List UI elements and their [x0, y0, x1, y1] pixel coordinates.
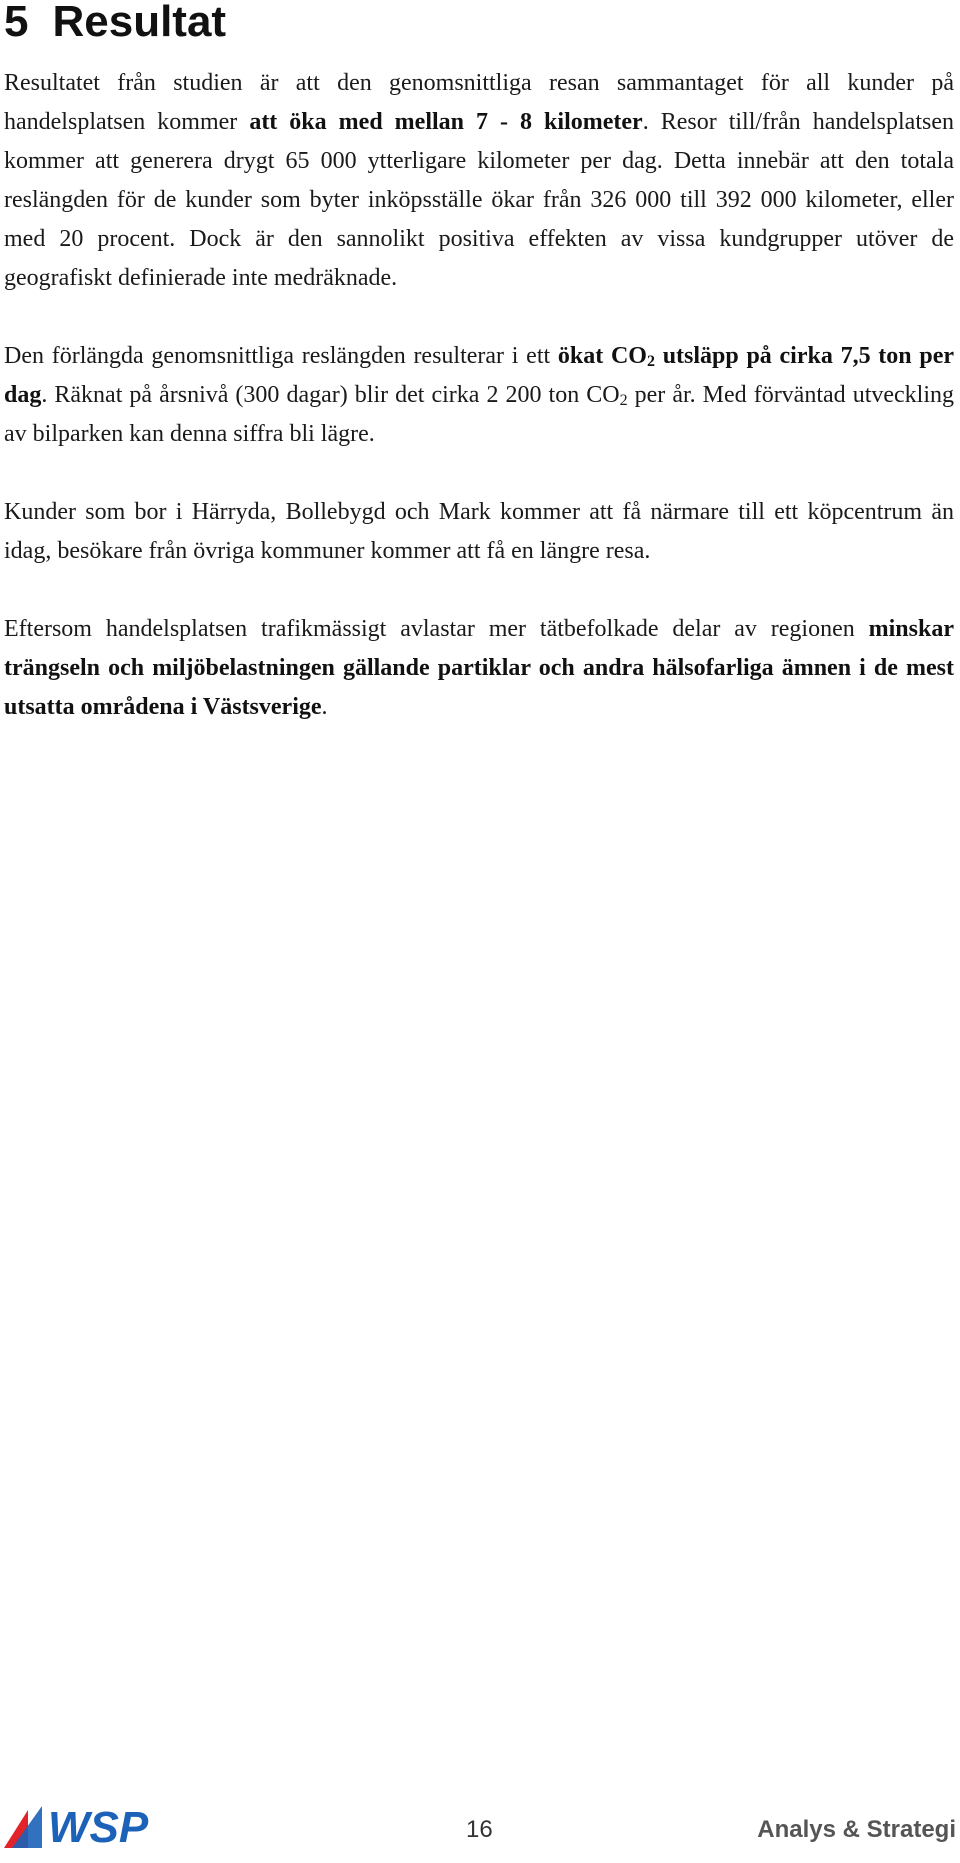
p2-bold-co: ökat CO: [557, 343, 647, 369]
body-text: [4, 64, 954, 766]
logo-text: WSP: [48, 1803, 149, 1850]
paragraph-2: [4, 337, 954, 454]
section-number: 5: [4, 0, 29, 46]
paragraph-3: [4, 493, 954, 571]
section-title: Resultat: [52, 0, 227, 46]
p4-text-c: .: [321, 694, 328, 720]
p4-text-a: Eftersom handelsplatsen trafikmässigt avlastar mer tätbefolkade delar av regionen: [4, 616, 869, 642]
wsp-logo: [2, 1800, 192, 1850]
p1-bold: att öka med mellan 7 - 8 kilometer: [249, 109, 643, 135]
footer-title: Analys & Strategi: [757, 1816, 956, 1843]
p2-subscript-2b: 2: [619, 392, 628, 409]
p2-bold-emission: utsläpp på cirka 7,5 ton per dag: [4, 343, 955, 408]
wsp-logo-graphic: [2, 1800, 192, 1850]
p1-text-a: Resultatet från studien är att den genomsnittliga resan sammantaget för all kunder på handelsplatsen kommer: [4, 70, 954, 135]
section-heading: [4, 0, 226, 50]
p1-text-c: . Resor till/från handelsplatsen kommer att generera drygt 65 000 ytterligare kilometer per dag. Detta innebär att den totala reslängden för de kunder som byter inköpsställe ökar från 326 000 till 392 000 kilometer, eller med 20 procent. Dock är den sannolikt positiva effekten av vissa kundgrupper utöver de geografiskt definierade inte medräknade.: [4, 109, 954, 291]
p2-subscript-2: 2: [646, 353, 655, 370]
p2-text-a: Den förlängda genomsnittliga reslängden resulterar i ett: [4, 343, 558, 369]
page-footer: [0, 1796, 960, 1856]
p3-text: Kunder som bor i Härryda, Bollebygd och Mark kommer att få närmare till ett köpcentrum än idag, besökare från övriga kommuner kommer att få en längre resa.: [4, 499, 954, 564]
page-number: 16: [466, 1816, 493, 1843]
p2-text-e: per år. Med förväntad utveckling av bilparken kan denna siffra bli lägre.: [4, 382, 954, 447]
p2-text-d: . Räknat på årsnivå (300 dagar) blir det cirka 2 200 ton CO: [41, 382, 620, 408]
p4-bold: minskar trängseln och miljöbelastningen gällande partiklar och andra hälsofarliga ämnen i de mest utsatta områdena i Västsverige: [4, 616, 954, 720]
paragraph-4: [4, 610, 954, 727]
paragraph-1: [4, 64, 954, 298]
